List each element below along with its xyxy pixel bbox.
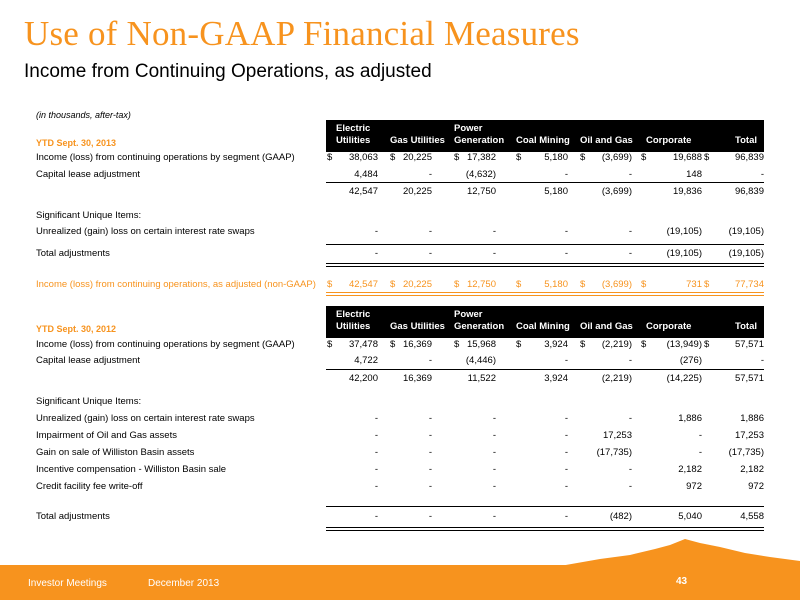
row-label: Income (loss) from continuing operations by segment (GAAP) (36, 339, 295, 350)
table-rule (326, 369, 764, 370)
column-header: Total (735, 135, 757, 146)
dollar-sign: $ (704, 339, 710, 350)
table-cell: - (492, 447, 496, 458)
table-cell: (3,699) (601, 186, 632, 197)
dollar-sign: $ (327, 339, 333, 350)
table-cell: - (428, 413, 432, 424)
column-header: Electric (336, 309, 371, 320)
row-label: Total adjustments (36, 248, 110, 259)
column-header: Coal Mining (516, 321, 570, 332)
table-row (0, 511, 800, 527)
table-cell: - (564, 481, 568, 492)
table-cell: - (628, 169, 632, 180)
slide-title: Use of Non-GAAP Financial Measures (24, 14, 580, 53)
mountain-graphic (560, 535, 800, 566)
table-cell: - (564, 413, 568, 424)
table-cell: 5,180 (544, 186, 568, 197)
table-cell: - (492, 248, 496, 259)
table-cell: (14,225) (666, 373, 702, 384)
table-cell: - (492, 413, 496, 424)
table-cell: - (564, 226, 568, 237)
table-cell: 5,040 (678, 511, 702, 522)
row-label: Incentive compensation - Williston Basin sale (36, 464, 227, 475)
table-cell: - (628, 355, 632, 366)
table-cell: (19,105) (666, 226, 702, 237)
page-number: 43 (676, 576, 688, 587)
table-cell: 96,839 (734, 152, 764, 163)
column-header: Total (735, 321, 757, 332)
column-header: Corporate (646, 135, 692, 146)
table-cell: 5,180 (544, 279, 568, 290)
row-label: Capital lease adjustment (36, 355, 141, 366)
table-cell: (4,632) (465, 169, 496, 180)
table-cell: 16,369 (402, 373, 432, 384)
table-cell: - (428, 430, 432, 441)
row-label: Significant Unique Items: (36, 210, 142, 221)
table-row (0, 464, 800, 480)
dollar-sign: $ (580, 279, 586, 290)
table-cell: - (564, 355, 568, 366)
units-note: (in thousands, after-tax) (36, 110, 131, 120)
table-cell: (13,949) (666, 339, 702, 350)
table-cell: (19,105) (728, 226, 764, 237)
column-header: Generation (454, 135, 505, 146)
table-cell: 4,484 (354, 169, 378, 180)
table-cell: - (564, 430, 568, 441)
table-cell: 17,253 (602, 430, 632, 441)
table-cell: - (698, 447, 702, 458)
table-cell: (482) (609, 511, 632, 522)
dollar-sign: $ (516, 152, 522, 163)
table-double-rule (326, 292, 764, 296)
table-cell: 15,968 (466, 339, 496, 350)
table-cell: 3,924 (544, 339, 568, 350)
table-row (0, 152, 800, 168)
table-cell: (2,219) (601, 339, 632, 350)
dollar-sign: $ (454, 279, 460, 290)
column-header: Oil and Gas (580, 321, 633, 332)
table-rule (326, 506, 764, 507)
column-header: Gas Utilities (390, 135, 445, 146)
table-rule (326, 244, 764, 245)
dollar-sign: $ (580, 339, 586, 350)
dollar-sign: $ (641, 339, 647, 350)
table-cell: 972 (686, 481, 702, 492)
row-label: Total adjustments (36, 511, 110, 522)
row-label: Unrealized (gain) loss on certain interest rate swaps (36, 226, 255, 237)
table-row (0, 210, 800, 226)
table-cell: (19,105) (666, 248, 702, 259)
table-cell: 57,571 (734, 339, 764, 350)
column-header: Power (454, 123, 483, 134)
table-cell: 148 (686, 169, 702, 180)
table-cell: - (374, 464, 378, 475)
table-double-rule (326, 263, 764, 267)
table-row (0, 447, 800, 463)
table-cell: 16,369 (402, 339, 432, 350)
footer-bar (0, 565, 800, 600)
table-cell: (3,699) (601, 279, 632, 290)
table-cell: - (374, 481, 378, 492)
table-cell: 17,253 (734, 430, 764, 441)
column-header: Gas Utilities (390, 321, 445, 332)
table-cell: 96,839 (734, 186, 764, 197)
table-cell: 38,063 (348, 152, 378, 163)
table-cell: - (428, 511, 432, 522)
dollar-sign: $ (327, 279, 333, 290)
table-row (0, 396, 800, 412)
table-cell: (4,446) (465, 355, 496, 366)
table-cell: (19,105) (728, 248, 764, 259)
column-header-bar (326, 306, 764, 338)
period-label: YTD Sept. 30, 2012 (36, 324, 117, 334)
slide-subtitle: Income from Continuing Operations, as adjusted (24, 61, 432, 82)
table-cell: - (428, 481, 432, 492)
table-cell: (276) (679, 355, 702, 366)
table-cell: 1,886 (740, 413, 764, 424)
table-cell: - (628, 481, 632, 492)
column-header: Oil and Gas (580, 135, 633, 146)
dollar-sign: $ (390, 339, 396, 350)
table-cell: (2,219) (601, 373, 632, 384)
table-row (0, 373, 800, 389)
table-cell: - (564, 447, 568, 458)
table-cell: - (564, 169, 568, 180)
table-cell: - (374, 430, 378, 441)
table-cell: - (492, 226, 496, 237)
table-cell: 17,382 (466, 152, 496, 163)
table-cell: 1,886 (678, 413, 702, 424)
table-cell: - (628, 226, 632, 237)
table-cell: - (564, 464, 568, 475)
table-cell: 77,734 (734, 279, 764, 290)
table-cell: - (564, 248, 568, 259)
table-cell: 12,750 (466, 279, 496, 290)
row-label: Credit facility fee write-off (36, 481, 143, 492)
row-label: Capital lease adjustment (36, 169, 141, 180)
table-cell: 19,836 (672, 186, 702, 197)
table-cell: - (628, 248, 632, 259)
dollar-sign: $ (641, 152, 647, 163)
table-cell: - (698, 430, 702, 441)
column-header: Utilities (336, 135, 371, 146)
column-header: Electric (336, 123, 371, 134)
table-cell: - (492, 511, 496, 522)
table-cell: 5,180 (544, 152, 568, 163)
table-cell: (17,735) (596, 447, 632, 458)
table-cell: 20,225 (402, 186, 432, 197)
table-double-rule (326, 527, 764, 531)
table-cell: 2,182 (740, 464, 764, 475)
table-cell: - (628, 413, 632, 424)
column-header: Generation (454, 321, 505, 332)
table-cell: 4,722 (354, 355, 378, 366)
table-cell: - (428, 169, 432, 180)
table-row (0, 481, 800, 497)
table-cell: (17,735) (728, 447, 764, 458)
dollar-sign: $ (390, 279, 396, 290)
table-cell: 20,225 (402, 152, 432, 163)
dollar-sign: $ (641, 279, 647, 290)
dollar-sign: $ (516, 279, 522, 290)
dollar-sign: $ (327, 152, 333, 163)
table-row (0, 248, 800, 264)
table-rule (326, 182, 764, 183)
column-header: Coal Mining (516, 135, 570, 146)
column-header: Power (454, 309, 483, 320)
table-cell: 42,547 (348, 279, 378, 290)
table-cell: - (492, 430, 496, 441)
table-cell: - (428, 226, 432, 237)
footer-event: Investor Meetings (28, 578, 107, 589)
table-cell: (3,699) (601, 152, 632, 163)
table-row (0, 339, 800, 355)
dollar-sign: $ (580, 152, 586, 163)
table-cell: 2,182 (678, 464, 702, 475)
row-label: Impairment of Oil and Gas assets (36, 430, 177, 441)
table-cell: - (628, 464, 632, 475)
table-cell: - (492, 464, 496, 475)
table-row (0, 226, 800, 242)
table-cell: 12,750 (466, 186, 496, 197)
table-cell: - (428, 248, 432, 259)
dollar-sign: $ (704, 152, 710, 163)
table-cell: - (428, 464, 432, 475)
table-cell: 19,688 (672, 152, 702, 163)
dollar-sign: $ (390, 152, 396, 163)
table-cell: - (760, 355, 764, 366)
row-label: Income (loss) from continuing operations by segment (GAAP) (36, 152, 295, 163)
table-cell: 11,522 (467, 373, 496, 384)
dollar-sign: $ (516, 339, 522, 350)
row-label: Gain on sale of Williston Basin assets (36, 447, 195, 458)
row-label: Significant Unique Items: (36, 396, 142, 407)
table-cell: - (374, 226, 378, 237)
table-row (0, 430, 800, 446)
table-cell: - (428, 447, 432, 458)
table-cell: - (374, 447, 378, 458)
dollar-sign: $ (454, 152, 460, 163)
table-cell: - (760, 169, 764, 180)
table-cell: 42,200 (348, 373, 378, 384)
table-cell: - (492, 481, 496, 492)
table-row (0, 413, 800, 429)
table-cell: - (564, 511, 568, 522)
footer-date: December 2013 (148, 578, 220, 589)
row-label: Unrealized (gain) loss on certain interest rate swaps (36, 413, 255, 424)
table-cell: 972 (748, 481, 764, 492)
table-cell: - (428, 355, 432, 366)
table-cell: 37,478 (348, 339, 378, 350)
table-cell: - (374, 413, 378, 424)
table-cell: 42,547 (348, 186, 378, 197)
column-header: Corporate (646, 321, 692, 332)
row-label: Income (loss) from continuing operations, as adjusted (non-GAAP) (36, 279, 316, 290)
column-header-bar (326, 120, 764, 152)
table-cell: - (374, 511, 378, 522)
table-cell: 731 (686, 279, 702, 290)
table-cell: 57,571 (734, 373, 764, 384)
dollar-sign: $ (704, 279, 710, 290)
period-label: YTD Sept. 30, 2013 (36, 138, 117, 148)
table-cell: 4,558 (740, 511, 764, 522)
table-cell: 3,924 (544, 373, 568, 384)
dollar-sign: $ (454, 339, 460, 350)
table-cell: - (374, 248, 378, 259)
column-header: Utilities (336, 321, 371, 332)
table-row (0, 186, 800, 202)
table-cell: 20,225 (402, 279, 432, 290)
